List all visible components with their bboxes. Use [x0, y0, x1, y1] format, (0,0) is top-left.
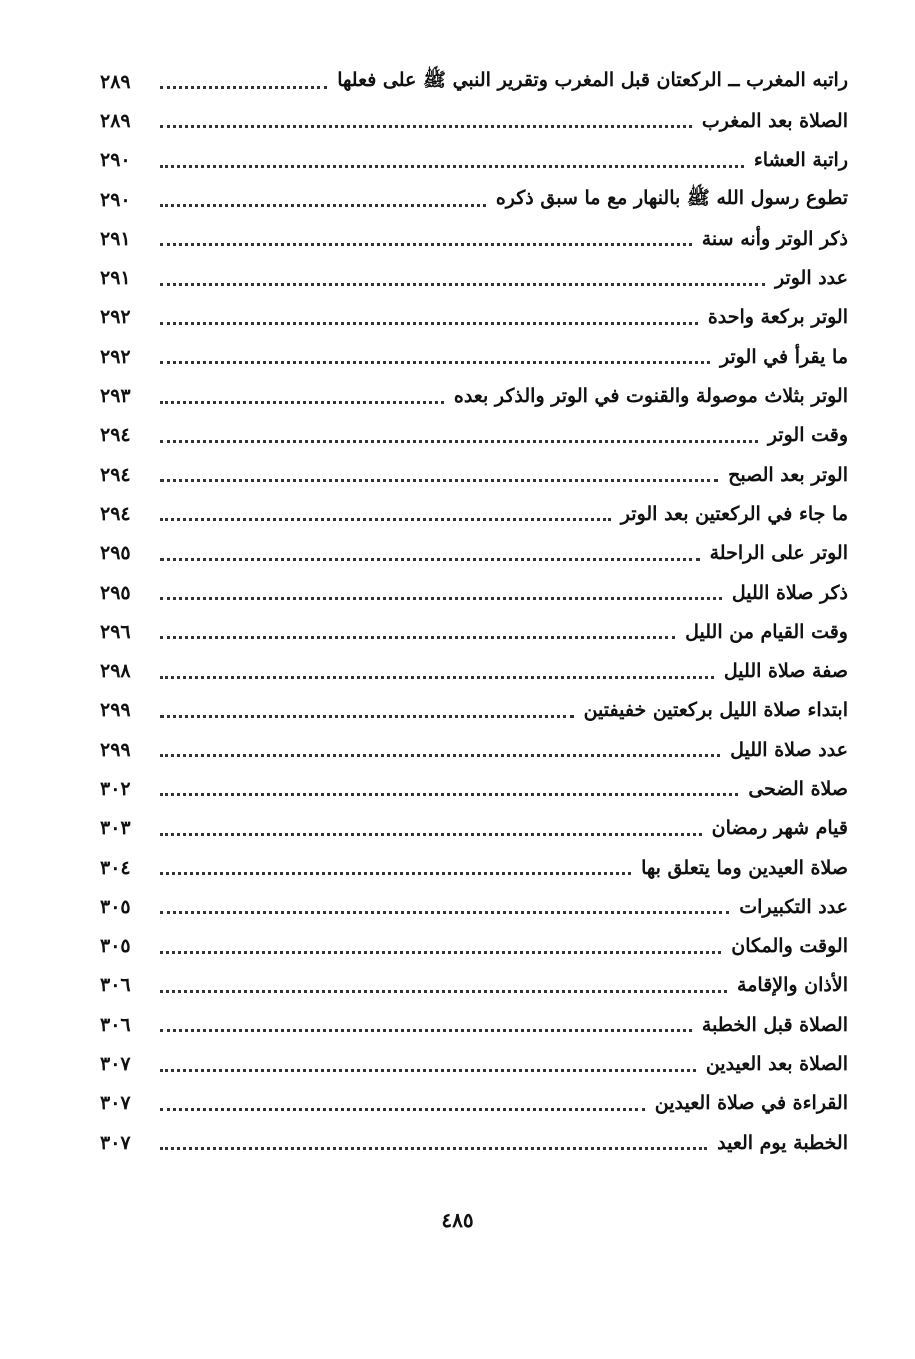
- toc-entry: [100, 141, 848, 180]
- dot-leader: [160, 558, 700, 561]
- toc-entry: [100, 62, 848, 101]
- table-of-contents: [100, 62, 848, 1162]
- dot-leader: [160, 951, 721, 954]
- toc-entry-title: صلاة الضحى: [748, 777, 848, 800]
- toc-entry-page: ٣٠٦: [100, 1013, 131, 1036]
- dot-leader: [160, 1069, 696, 1072]
- toc-entry-page: ٣٠٧: [100, 1092, 131, 1115]
- toc-entry: [100, 927, 848, 966]
- toc-entry-title: راتبة العشاء: [753, 149, 848, 172]
- dot-leader: [160, 440, 758, 443]
- dot-leader: [160, 990, 727, 993]
- toc-entry-page: ٢٩١: [100, 227, 131, 250]
- toc-entry: [100, 769, 848, 808]
- dot-leader: [160, 597, 722, 600]
- dot-leader: [160, 1108, 645, 1111]
- toc-entry-title: الوتر بركعة واحدة: [707, 306, 848, 329]
- toc-entry-page: ٣٠٧: [100, 1131, 131, 1154]
- toc-entry-page: ٢٩٠: [100, 188, 131, 211]
- toc-entry-title: الصلاة بعد المغرب: [701, 109, 848, 132]
- dot-leader: [160, 676, 714, 679]
- dot-leader: [160, 86, 327, 89]
- toc-entry-title: عدد الوتر: [774, 267, 848, 290]
- toc-entry-title: عدد صلاة الليل: [730, 738, 848, 761]
- toc-entry-page: ٣٠٣: [100, 817, 131, 840]
- toc-entry-title: ما جاء في الركعتين بعد الوتر: [620, 502, 848, 525]
- toc-entry-title: قيام شهر رمضان: [711, 817, 848, 840]
- toc-entry-page: ٢٩٣: [100, 385, 131, 408]
- dot-leader: [160, 361, 710, 364]
- toc-entry-title: عدد التكبيرات: [739, 895, 848, 918]
- toc-entry-title: الصلاة قبل الخطبة: [701, 1013, 848, 1036]
- page-number: ٤٨٥: [441, 1208, 474, 1232]
- dot-leader: [160, 872, 631, 875]
- toc-entry-title: الصلاة بعد العيدين: [705, 1053, 848, 1076]
- dot-leader: [160, 322, 698, 325]
- dot-leader: [160, 204, 486, 207]
- dot-leader: [160, 833, 702, 836]
- toc-entry: [100, 494, 848, 533]
- toc-entry-page: ٢٩٢: [100, 306, 131, 329]
- toc-entry: [100, 887, 848, 926]
- dot-leader: [160, 1147, 707, 1150]
- toc-entry: [100, 376, 848, 415]
- dot-leader: [160, 401, 444, 404]
- toc-entry: [100, 966, 848, 1005]
- toc-entry: [100, 1084, 848, 1123]
- toc-entry: [100, 1005, 848, 1044]
- toc-entry-title: الأذان والإقامة: [737, 974, 848, 997]
- toc-entry-title: راتبه المغرب ــ الركعتان قبل المغرب وتقرير النبي ﷺ على فعلها: [337, 68, 848, 91]
- dot-leader: [160, 715, 574, 718]
- dot-leader: [160, 754, 720, 757]
- toc-entry-title: تطوع رسول الله ﷺ بالنهار مع ما سبق ذكره: [495, 186, 848, 209]
- toc-entry-title: وقت القيام من الليل: [685, 620, 848, 643]
- toc-entry-page: ٢٩٩: [100, 699, 131, 722]
- toc-entry-page: ٢٩٨: [100, 660, 131, 683]
- dot-leader: [160, 165, 744, 168]
- toc-entry-page: ٣٠٦: [100, 974, 131, 997]
- toc-entry-page: ٢٩٩: [100, 738, 131, 761]
- toc-entry-page: ٢٩١: [100, 267, 131, 290]
- toc-entry-title: الخطبة يوم العيد: [717, 1131, 848, 1154]
- toc-entry-page: ٣٠٢: [100, 777, 131, 800]
- toc-entry-page: ٣٠٥: [100, 895, 131, 918]
- dot-leader: [160, 243, 692, 246]
- toc-entry-title: ذكر الوتر وأنه سنة: [701, 227, 848, 250]
- toc-entry-title: الوتر بثلاث موصولة والقنوت في الوتر والذكر بعده: [453, 385, 848, 408]
- toc-entry-page: ٢٩٥: [100, 581, 131, 604]
- toc-entry-title: الوتر على الراحلة: [709, 542, 848, 565]
- toc-entry-page: ٢٩٠: [100, 149, 131, 172]
- toc-entry: [100, 416, 848, 455]
- toc-entry-title: صلاة العيدين وما يتعلق بها: [641, 856, 848, 879]
- toc-entry-page: ٢٨٩: [100, 70, 131, 93]
- dot-leader: [160, 911, 729, 914]
- toc-entry: [100, 848, 848, 887]
- toc-entry: [100, 730, 848, 769]
- toc-entry-title: صفة صلاة الليل: [723, 660, 848, 683]
- toc-entry-title: ابتداء صلاة الليل بركعتين خفيفتين: [583, 699, 848, 722]
- toc-entry-page: ٢٩٤: [100, 463, 131, 486]
- dot-leader: [160, 636, 675, 639]
- toc-entry: [100, 1044, 848, 1083]
- toc-entry-page: ٢٩٦: [100, 620, 131, 643]
- toc-entry: [100, 180, 848, 219]
- toc-entry-title: ما يقرأ في الوتر: [719, 345, 848, 368]
- toc-entry: [100, 612, 848, 651]
- dot-leader: [160, 125, 692, 128]
- toc-entry-page: ٢٩٤: [100, 502, 131, 525]
- dot-leader: [160, 283, 765, 286]
- toc-entry: [100, 573, 848, 612]
- toc-entry: [100, 651, 848, 690]
- toc-entry-page: ٢٩٢: [100, 345, 131, 368]
- toc-entry: [100, 455, 848, 494]
- dot-leader: [160, 793, 738, 796]
- toc-entry: [100, 1123, 848, 1162]
- toc-entry-title: الوقت والمكان: [731, 935, 848, 958]
- toc-entry: [100, 534, 848, 573]
- toc-entry-title: ذكر صلاة الليل: [731, 581, 848, 604]
- dot-leader: [160, 479, 718, 482]
- toc-entry-title: وقت الوتر: [767, 424, 848, 447]
- toc-entry: [100, 298, 848, 337]
- toc-entry-page: ٢٩٥: [100, 542, 131, 565]
- toc-entry: [100, 258, 848, 297]
- toc-entry: [100, 691, 848, 730]
- toc-entry: [100, 809, 848, 848]
- toc-entry: [100, 101, 848, 140]
- toc-entry-page: ٢٩٤: [100, 424, 131, 447]
- dot-leader: [160, 518, 611, 521]
- toc-entry-page: ٣٠٤: [100, 856, 131, 879]
- toc-entry: [100, 219, 848, 258]
- toc-entry-page: ٣٠٥: [100, 935, 131, 958]
- toc-entry-title: الوتر بعد الصبح: [728, 463, 848, 486]
- dot-leader: [160, 1029, 692, 1032]
- toc-entry-page: ٢٨٩: [100, 109, 131, 132]
- toc-entry-title: القراءة في صلاة العيدين: [654, 1092, 848, 1115]
- toc-entry: [100, 337, 848, 376]
- toc-entry-page: ٣٠٧: [100, 1053, 131, 1076]
